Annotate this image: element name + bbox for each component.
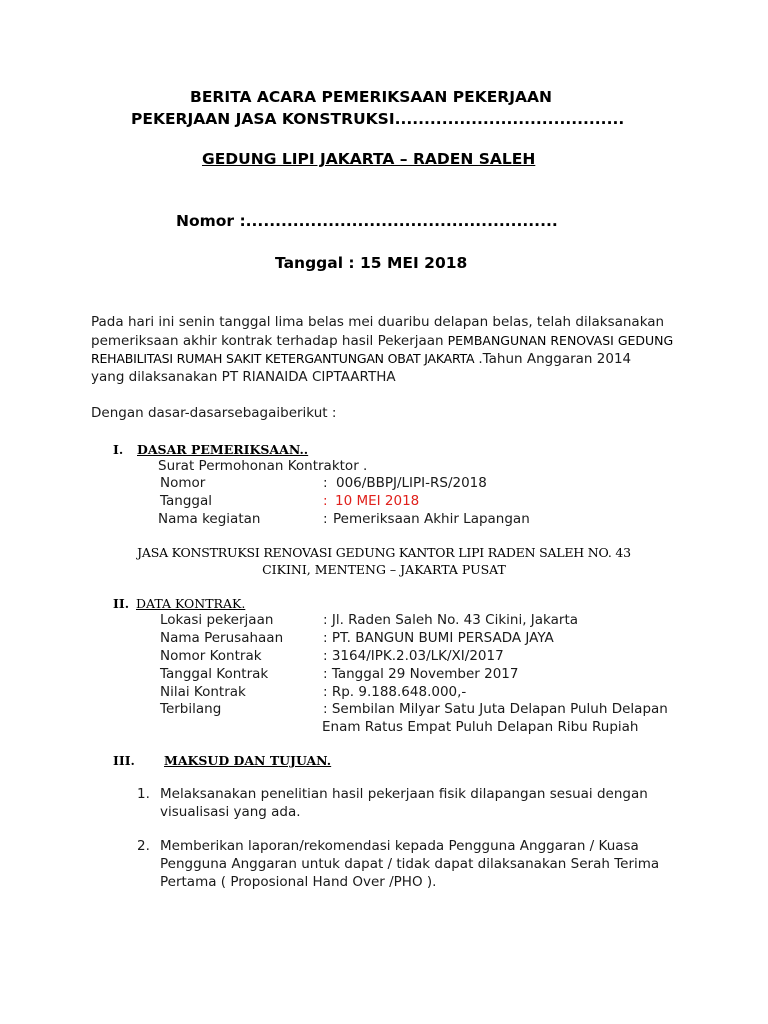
section1-jasa-line1: JASA KONSTRUKSI RENOVASI GEDUNG KANTOR LIPI RADEN SALEH NO. 43 xyxy=(137,545,631,560)
section3-item1-line2: visualisasi yang ada. xyxy=(160,804,301,820)
doc-tanggal: Tanggal : 15 MEI 2018 xyxy=(275,254,468,272)
section2-terbilang-line2: Enam Ratus Empat Puluh Delapan Ribu Rupiah xyxy=(322,719,639,735)
section3-item1-number: 1. xyxy=(137,786,150,802)
section1-tanggal-sep: : xyxy=(323,493,328,509)
section1-kegiatan-value: Pemeriksaan Akhir Lapangan xyxy=(333,511,530,527)
intro-line-3 xyxy=(91,350,631,368)
section2-tanggal-value: : Tanggal 29 November 2017 xyxy=(323,666,519,682)
section2-lokasi-value: : Jl. Raden Saleh No. 43 Cikini, Jakarta xyxy=(323,612,579,628)
section2-terbilang-label: Terbilang xyxy=(160,701,222,717)
section1-jasa-line2: CIKINI, MENTENG – JAKARTA PUSAT xyxy=(262,562,506,577)
intro-line-2 xyxy=(91,332,673,350)
section2-terbilang-value: : Sembilan Milyar Satu Juta Delapan Puluh Delapan xyxy=(323,701,668,717)
doc-title-line2: PEKERJAAN JASA KONSTRUKSI....................................... xyxy=(131,110,625,128)
section3-item2-line1: Memberikan laporan/rekomendasi kepada Pengguna Anggaran / Kuasa xyxy=(160,838,639,854)
doc-nomor: Nomor :..................................................... xyxy=(176,212,558,230)
intro-line-3b: .Tahun Anggaran 2014 xyxy=(478,351,632,367)
section1-surat: Surat Permohonan Kontraktor . xyxy=(158,458,368,474)
section1-kegiatan-label: Nama kegiatan xyxy=(158,511,261,527)
section2-nilai-value: : Rp. 9.188.648.000,- xyxy=(323,684,467,700)
section2-perusahaan-value: : PT. BANGUN BUMI PERSADA JAYA xyxy=(323,630,554,646)
section2-lokasi-label: Lokasi pekerjaan xyxy=(160,612,274,628)
section2-nomor-label: Nomor Kontrak xyxy=(160,648,262,664)
section1-nomor-label: Nomor xyxy=(160,475,206,491)
section3-item2-line3: Pertama ( Proposional Hand Over /PHO ). xyxy=(160,874,437,890)
section1-number: I. xyxy=(113,442,124,457)
intro-dengan: Dengan dasar-dasarsebagaiberikut : xyxy=(91,405,337,421)
section1-nomor-sep: : xyxy=(323,475,328,491)
section1-tanggal-value: 10 MEI 2018 xyxy=(335,493,420,509)
section3-item2-line2: Pengguna Anggaran untuk dapat / tidak dapat dilaksanakan Serah Terima xyxy=(160,856,660,872)
section3-item2-number: 2. xyxy=(137,838,150,854)
section2-nomor-value: : 3164/IPK.2.03/LK/XI/2017 xyxy=(323,648,504,664)
section3-title: MAKSUD DAN TUJUAN. xyxy=(164,753,332,768)
intro-line-2b: PEMBANGUNAN RENOVASI GEDUNG xyxy=(447,333,674,348)
section2-number: II. xyxy=(113,596,130,611)
section2-tanggal-label: Tanggal Kontrak xyxy=(160,666,269,682)
section2-perusahaan-label: Nama Perusahaan xyxy=(160,630,284,646)
section1-nomor-value: 006/BBPJ/LIPI-RS/2018 xyxy=(336,475,487,491)
intro-line-3a: REHABILITASI RUMAH SAKIT KETERGANTUNGAN OBAT JAKARTA xyxy=(91,351,475,366)
section3-item1-line1: Melaksanakan penelitian hasil pekerjaan fisik dilapangan sesuai dengan xyxy=(160,786,648,802)
section1-kegiatan-sep: : xyxy=(323,511,328,527)
section1-title: DASAR PEMERIKSAAN.. xyxy=(137,442,309,457)
section3-number: III. xyxy=(113,753,135,768)
intro-line-1: Pada hari ini senin tanggal lima belas mei duaribu delapan belas, telah dilaksanakan xyxy=(91,314,665,330)
section2-nilai-label: Nilai Kontrak xyxy=(160,684,246,700)
section1-tanggal-label: Tanggal xyxy=(160,493,213,509)
section2-title: DATA KONTRAK. xyxy=(136,596,246,611)
intro-line-2a: pemeriksaan akhir kontrak terhadap hasil Pekerjaan xyxy=(91,333,444,349)
doc-subtitle: GEDUNG LIPI JAKARTA – RADEN SALEH xyxy=(202,150,536,168)
doc-title-line1: BERITA ACARA PEMERIKSAAN PEKERJAAN xyxy=(190,88,552,106)
intro-line-4: yang dilaksanakan PT RIANAIDA CIPTAARTHA xyxy=(91,369,396,385)
